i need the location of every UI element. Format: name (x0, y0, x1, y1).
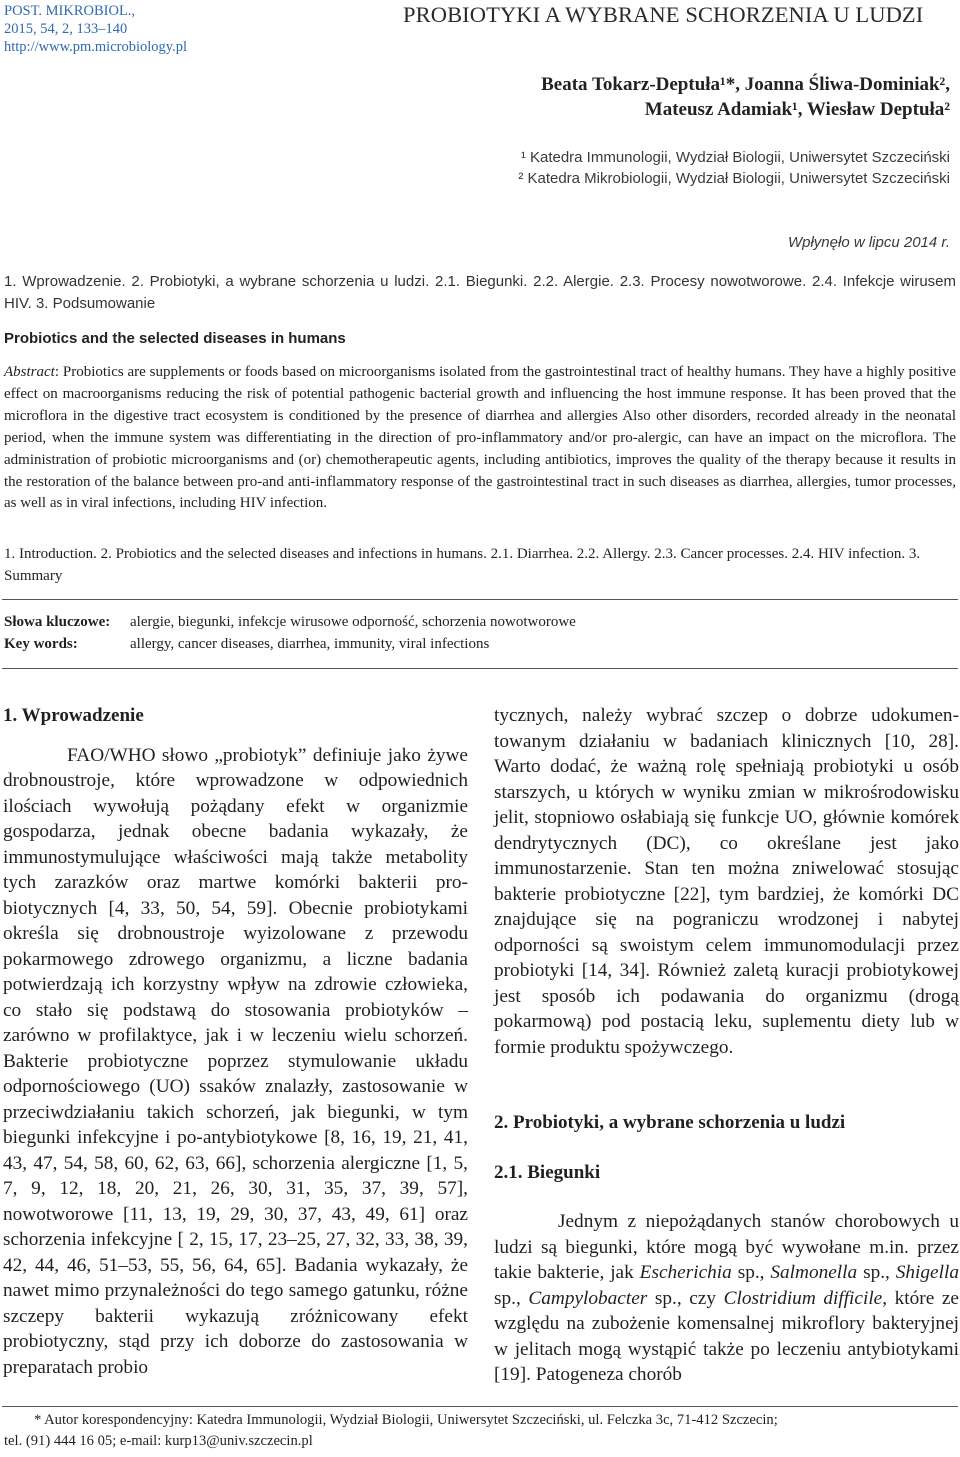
section-2-1-paragraph (494, 1209, 959, 1388)
table-of-contents-english: 1. Introduction. 2. Probiotics and the selected diseases and infections in humans. 2.1. Diarrhea. 2.2. Allergy. 2.3. Cancer processes. 2.4. HIV infection. 3. Summary (4, 546, 921, 584)
journal-name: POST. MIKROBIOL., (4, 3, 136, 19)
text-span: sp., (731, 1262, 771, 1283)
section-1-heading: 1. Wprowadzenie (3, 705, 144, 726)
section-2-1-heading: 2.1. Biegunki (494, 1161, 601, 1183)
genus-name: Escherichia (639, 1262, 732, 1283)
divider (2, 599, 958, 600)
section-1-paragraph: FAO/WHO słowo „probiotyk” definiuje jako żywe drobnoustroje, które wprowadzone w odpowiednich ilościach wywołują pożądany efekt w organizmie gospodarza, jednak obecne badania wykazały, że immunostymulujące właściwości mają także metabolity tych zarazków oraz martwe komórki bakterii probiotycznych [4, 33, 50, 54, 59]. Obecnie probiotykami określa się drobnoustroje wyizolowane z przewodu pokarmowego zdrowego organizmu, a liczne badania potwierdzają ich korzystny wpływ na zdrowie człowieka, co stało się podstawą do stosowania probiotyków – zarówno w profilaktyce, jak i w leczeniu wielu schorzeń. Bakterie probiotyczne poprzez stymulowanie układu odpornościowego (UO) ssaków znalazły, zastosowanie w przeciwdziałaniu takich schorzeń, jak biegunki, w tym biegunki infekcyjne i po-antybiotykowe [8, 16, 19, 21, 41, 43, 47, 54, 58, 60, 62, 63, 66], schorzenia alergiczne [1, 5, 7, 9, 12, 18, 20, 21, 26, 30, 31, 35, 37, 39, 57], nowotworowe [11, 13, 19, 29, 30, 37, 43, 49, 61] oraz schorzenia infekcyjne [ 2, 15, 17, 23–25, 27, 32, 33, 38, 39, 42, 44, 46, 51–53, 55, 56, 64, 65]. Badania wykazały, że nawet mimo przynależności do tego samego gatunku, różne szczepy bakterii wykazują zróżnicowany efekt probiotyczny, stąd przy ich doborze do zastosowania w preparatach probio (3, 744, 468, 1378)
section-1-paragraph-continued: tycznych, należy wybrać szczep o dobrze udokumentowanym działaniu w badaniach klinicznych [10, 28]. Warto dodać, że ważną rolę spełniają probiotyki u osób starszych, u których w wyniku zmian w mikrośrodowisku jelit, stopniowo osłabiają się funkcje UO, głównie komórek dendrytycznych (DC), co określane jest jako immunostarzenie. Stan ten można zniwelować stosując bakterie probiotyczne [22], tym bardziej, że komórki DC znajdujące się na pograniczu wrodzonej i nabytej odporności są swoistym celem immunomodulacji przez probiotyki [14, 34]. Również zaletą kuracji probiotykowej jest sposób ich podawania do organizmu (drogą pokarmową) pod postacią leku, suplementu diety lub w formie produktu spożywczego. (494, 705, 959, 1058)
genus-name: Shigella (895, 1262, 959, 1283)
text-span: sp., (494, 1287, 529, 1309)
journal-url[interactable]: http://www.pm.microbiology.pl (4, 39, 187, 55)
abstract-label: Abstract (4, 364, 55, 380)
footnote-divider (2, 1406, 958, 1407)
authors-line-1: Beata Tokarz-Deptuła¹*, Joanna Śliwa-Dominiak², (541, 74, 950, 95)
footnote-line-2: tel. (91) 444 16 05; e-mail: kurp13@univ.szczecin.pl (4, 1433, 313, 1449)
genus-name: Campylobacter (528, 1287, 648, 1309)
left-column (3, 703, 468, 1380)
affiliation-1: ¹ Katedra Immunologii, Wydział Biologii, Uniwersytet Szczeciński (520, 149, 950, 166)
abstract-text: : Probiotics are supplements or foods based on microorganisms isolated from the gastrointestinal tract of healthy humans. They have a highly positive effect on macroorganisms reducing the risk of potential pathogenic bacterial growth and influencing the host immune response. It has been proved that the microflora in the digestive tract ecosystem is conditioned by the presence of diarrhea and allergies Also other disorders, recorded already in the neonatal period, when the immune system was differentiating in the direction of pro-inflammatory and/or pro-alergic, can have an impact on the microflora. The administration of probiotic microorganisms and (or) chemotherapeutic agents, including antibiotics, improves the quality of the therapy because it results in the restoration of the balance between pro-and anti-inflammatory response of the gastrointestinal tract in such diseases as diarrhea, allergies, tumor processes, as well as in viral infections, including HIV infection. (4, 364, 956, 512)
abstract (4, 362, 956, 515)
keywords-polish-value: alergie, biegunki, infekcje wirusowe odporność, schorzenia nowotworowe (130, 614, 576, 630)
footnote (4, 1410, 956, 1452)
table-of-contents-polish: 1. Wprowadzenie. 2. Probiotyki, a wybrane schorzenia u ludzi. 2.1. Biegunki. 2.2. Alergie. 2.3. Procesy nowotworowe. 2.4. Infekcje wirusem HIV. 3. Podsumowanie (4, 273, 956, 312)
received-date: Wpłynęło w lipcu 2014 r. (787, 234, 950, 251)
journal-citation (4, 2, 187, 56)
divider (2, 668, 958, 669)
text-span: Jednym z niepożądanych stanów chorobowych u ludzi są biegunki, które mogą być wywołane m.in. przez takie bakterie, jak (494, 1211, 959, 1283)
author-list (541, 72, 950, 122)
text-span: sp., (857, 1262, 896, 1283)
affiliations (518, 147, 950, 189)
journal-volume: 2015, 54, 2, 133–140 (4, 21, 128, 37)
article-title: PROBIOTYKI A WYBRANE SCHORZENIA U LUDZI (403, 2, 924, 27)
keywords-polish-label: Słowa kluczowe: (4, 614, 111, 630)
english-title: Probiotics and the selected diseases in humans (4, 330, 346, 347)
text-span: , które ze względu na zubożenie komensalnej mikroflory bakteryjnej w jelitach mogą wystąpić także po leczeniu antybiotykami [19]. Patogeneza chorób (494, 1287, 959, 1385)
authors-line-2: Mateusz Adamiak¹, Wiesław Deptuła² (644, 99, 950, 120)
section-2-heading: 2. Probiotyki, a wybrane schorzenia u ludzi (494, 1112, 846, 1133)
keywords-english (4, 634, 489, 655)
affiliation-2: ² Katedra Mikrobiologii, Wydział Biologii, Uniwersytet Szczeciński (518, 170, 950, 187)
right-column (494, 703, 959, 1388)
genus-name: Salmonella (770, 1262, 858, 1283)
footnote-line-1: * Autor korespondencyjny: Katedra Immunologii, Wydział Biologii, Uniwersytet Szczeciński, ul. Felczka 3c, 71-412 Szczecin; (34, 1412, 778, 1428)
keywords-polish (4, 612, 576, 633)
species-name: Clostridium difficile (723, 1287, 883, 1309)
keywords-english-value: allergy, cancer diseases, diarrhea, immunity, viral infections (130, 636, 490, 652)
text-span: sp., czy (647, 1287, 724, 1309)
keywords-english-label: Key words: (4, 636, 78, 652)
